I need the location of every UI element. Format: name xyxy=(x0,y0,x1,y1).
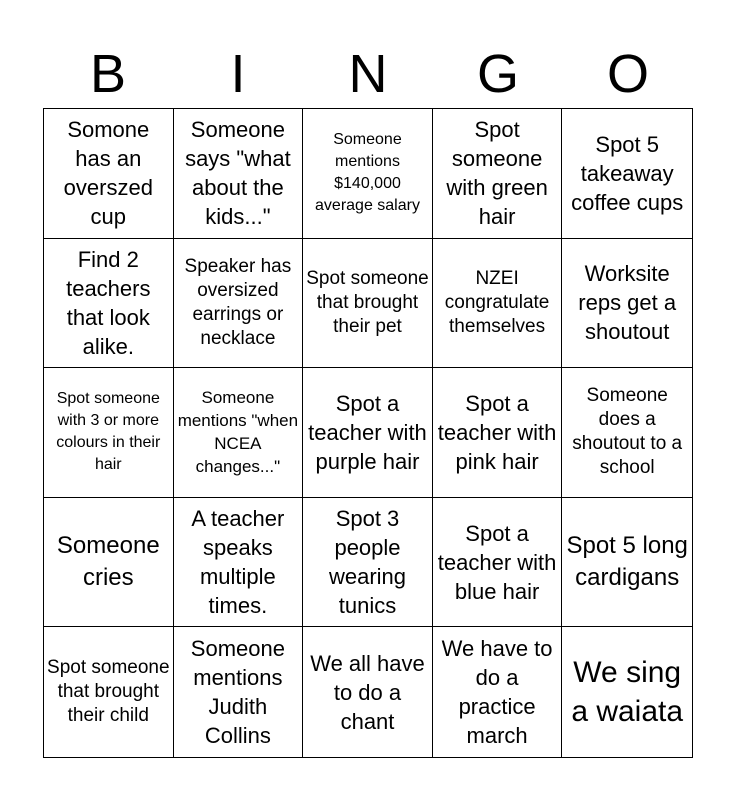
bingo-board xyxy=(43,108,693,758)
bingo-cell[interactable] xyxy=(433,368,563,498)
bingo-cell[interactable] xyxy=(174,239,304,369)
bingo-cell[interactable] xyxy=(44,498,174,628)
bingo-cell[interactable] xyxy=(303,498,433,628)
cell-text: Someone does a shoutout to a school xyxy=(572,385,683,479)
cell-text: NZEI congratulate themselves xyxy=(444,267,550,337)
cell-text: We have to do a practice march xyxy=(441,636,553,749)
header-letter-g: G xyxy=(476,44,519,104)
bingo-cell[interactable] xyxy=(303,627,433,757)
cell-text: Worksite reps get a shoutout xyxy=(578,261,677,345)
cell-text: Someone mentions "when NCEA changes..." xyxy=(177,388,299,477)
bingo-cell[interactable] xyxy=(44,627,174,757)
header-letter-n: N xyxy=(348,44,388,104)
cell-text: Someone cries xyxy=(56,532,160,592)
bingo-cell[interactable] xyxy=(433,239,563,369)
bingo-cell[interactable] xyxy=(303,368,433,498)
bingo-cell[interactable] xyxy=(44,239,174,369)
cell-text: Someone says "what about the kids..." xyxy=(185,117,291,230)
bingo-cell[interactable] xyxy=(174,498,304,628)
bingo-cell[interactable] xyxy=(303,109,433,239)
cell-text: Find 2 teachers that look alike. xyxy=(66,246,151,359)
cell-text: Spot someone with green hair xyxy=(446,117,548,230)
bingo-cell[interactable] xyxy=(433,498,563,628)
cell-text: Spot a teacher with blue hair xyxy=(437,520,557,604)
cell-text: We all have to do a chant xyxy=(310,650,425,734)
bingo-cell[interactable] xyxy=(562,627,692,757)
bingo-cell[interactable] xyxy=(303,239,433,369)
cell-text: Someone mentions Judith Collins xyxy=(190,636,285,749)
cell-text: A teacher speaks multiple times. xyxy=(191,506,285,619)
cell-text: Speaker has oversized earrings or necklace xyxy=(184,255,292,349)
cell-text: Spot 3 people wearing tunics xyxy=(328,506,407,619)
cell-text: We sing a waiata xyxy=(571,656,684,729)
cell-text: Someone mentions $140,000 average salary xyxy=(315,131,420,215)
cell-text: Spot someone that brought their child xyxy=(47,657,170,727)
cell-text: Spot someone that brought their pet xyxy=(306,267,429,337)
bingo-cell[interactable] xyxy=(174,109,304,239)
bingo-cell[interactable] xyxy=(174,368,304,498)
cell-text: Spot 5 long cardigans xyxy=(566,532,688,592)
cell-text: Spot a teacher with purple hair xyxy=(308,390,427,474)
bingo-cell[interactable] xyxy=(174,627,304,757)
cell-text: Spot 5 takeaway coffee cups xyxy=(571,131,684,215)
bingo-cell[interactable] xyxy=(433,627,563,757)
header-letter-o: O xyxy=(606,44,649,104)
bingo-cell[interactable] xyxy=(562,239,692,369)
bingo-cell[interactable] xyxy=(44,368,174,498)
bingo-cell[interactable] xyxy=(44,109,174,239)
cell-text: Spot someone with 3 or more colours in their hair xyxy=(56,390,161,474)
cell-text: Somone has an overszed cup xyxy=(63,117,153,230)
bingo-cell[interactable] xyxy=(562,368,692,498)
bingo-header xyxy=(43,40,693,108)
bingo-cell[interactable] xyxy=(562,498,692,628)
bingo-cell[interactable] xyxy=(433,109,563,239)
header-letter-b: B xyxy=(89,44,127,104)
bingo-cell[interactable] xyxy=(562,109,692,239)
header-letter-i: I xyxy=(230,44,246,104)
cell-text: Spot a teacher with pink hair xyxy=(437,390,557,474)
